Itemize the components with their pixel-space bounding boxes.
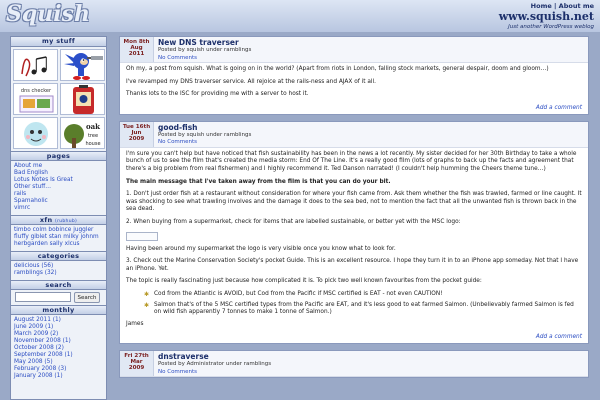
archive-link[interactable]: June 2009 (1) xyxy=(14,324,54,330)
post-bullet-item: ✱ Salmon that's of the 5 MSC certified types from the Pacific are EAT, and it's less good to eat farmed Salmon. (Unbelievably farmed Salmon is fed on wild fish apparently 7 tonnes to make 1 tonne of Salmon.) xyxy=(144,302,582,317)
page-link-rails[interactable]: rails xyxy=(14,191,27,197)
svg-text:oak: oak xyxy=(85,122,101,131)
post-header xyxy=(120,37,588,63)
post-paragraph: I've revamped my DNS traverser service. All rejoice at the rails-ness and AJAX of it all. xyxy=(126,78,376,85)
xfn-links[interactable]: timbo colm bobince juggler fluffy giblet stan milky johnm herbgarden sally xlcus xyxy=(14,227,99,247)
post-body xyxy=(120,63,588,105)
page-link-about-me[interactable]: About me xyxy=(14,163,43,169)
post-date xyxy=(120,351,154,376)
post-comments-link[interactable]: No Comments xyxy=(158,139,198,146)
pages-list xyxy=(11,161,106,215)
post xyxy=(119,121,589,345)
post-date xyxy=(120,37,154,62)
search-form xyxy=(11,290,106,305)
archive-link[interactable]: August 2011 (1) xyxy=(14,317,61,323)
archive-link[interactable]: September 2008 (1) xyxy=(14,352,73,358)
post-title-link[interactable]: dnstraverse xyxy=(158,352,209,362)
post-paragraph: Thanks lots to the ISC for providing me with a server to host it. xyxy=(126,91,309,98)
cartoon-face-image[interactable] xyxy=(13,117,58,149)
nav-about-link[interactable]: About me xyxy=(558,2,594,10)
archive-link[interactable]: February 2008 (3) xyxy=(14,366,67,372)
archive-link[interactable]: October 2008 (2) xyxy=(14,345,64,351)
svg-text:dns checker: dns checker xyxy=(20,88,52,94)
main-content xyxy=(119,36,589,400)
widget-title-search: search xyxy=(11,280,106,290)
post-meta xyxy=(154,351,275,376)
post-bullet-list xyxy=(144,291,582,317)
post-date-year: 2011 xyxy=(128,51,145,57)
page-link-lotus-notes[interactable]: Lotus Notes Is Great xyxy=(14,177,73,183)
dns-checker-image[interactable] xyxy=(13,83,58,115)
archive-link[interactable]: March 2009 (2) xyxy=(14,331,59,337)
site-tagline: Just another WordPress weblog xyxy=(508,24,594,30)
post xyxy=(119,350,589,378)
page-link-spamaholic[interactable]: Spamaholic xyxy=(14,198,48,204)
post-title-link[interactable]: New DNS traverser xyxy=(158,38,239,47)
category-link-ramblings[interactable]: ramblings (32) xyxy=(14,270,57,276)
post-date-day: Fri 27th xyxy=(124,353,149,360)
post-date-year: 2009 xyxy=(128,135,145,142)
categories-list xyxy=(11,261,106,280)
xfn-list xyxy=(11,225,106,251)
widget-title-monthly: monthly xyxy=(11,305,106,315)
post-header xyxy=(120,122,588,148)
sonic-character-image[interactable] xyxy=(60,49,105,81)
category-link-delicious[interactable]: delicious (56) xyxy=(14,263,54,269)
archive-link[interactable]: May 2008 (5) xyxy=(14,359,53,365)
nav-home-link[interactable]: Home xyxy=(530,2,552,10)
post-paragraph: I'm sure you can't help but have noticed that fish sustainability has been in the news a lot recently. My sister decided for her 30th Birthday to take a whole bunch of us to see the film that's created the media storm: End Of The Line. It's a really good film (lots of graphs to back up the facts and agreement that there's a big problem from real fishermen) and I highly recommend it. Ted Danson narrated! (I couldn't help humming the Cheers theme tune…) xyxy=(126,150,577,172)
post xyxy=(119,36,589,115)
xfn-subtitle-link[interactable]: (rubhub) xyxy=(55,219,78,224)
msc-logo-image xyxy=(126,232,158,241)
sidebar xyxy=(10,36,107,400)
post-date-month: Jun xyxy=(131,129,142,136)
top-nav xyxy=(531,2,594,10)
site-logo[interactable]: Squish xyxy=(6,1,91,27)
post-paragraph: Having been around my supermarket the logo is very visible once you know what to look for. xyxy=(126,245,396,252)
post-meta xyxy=(154,122,255,147)
site-url: www.squish.net xyxy=(498,10,594,23)
post-meta xyxy=(154,37,255,62)
page-link-vimrc[interactable]: vimrc xyxy=(14,205,31,211)
post-byline: Posted by squish under ramblings xyxy=(158,131,252,138)
post-byline: Posted by squish under ramblings xyxy=(158,47,252,53)
add-comment-link[interactable]: Add a comment xyxy=(535,334,582,341)
post-header xyxy=(120,351,588,377)
post-paragraph: The topic is really fascinating just because how complicated it is. To pick two well known favourites from the pocket guide: xyxy=(126,278,482,285)
widget-title-pages: pages xyxy=(11,151,106,161)
post-paragraph-bold: The main message that I've taken away from the film is that you can do your bit. xyxy=(126,178,391,185)
widget-title-xfn xyxy=(11,215,106,225)
post-date-year: 2009 xyxy=(128,365,145,372)
nav-separator: | xyxy=(554,2,557,10)
search-input[interactable] xyxy=(15,292,71,302)
post-title-link[interactable]: good-fish xyxy=(158,122,198,132)
post-paragraph: 2. When buying from a supermarket, check for items that are labelled sustainable, or better yet with the MSC logo: xyxy=(126,218,461,225)
post-paragraph: Oh my, a post from squish. What is going on in the world? (Apart from riots in London, falling stock markets, general despair, doom and gloom…) xyxy=(126,66,549,72)
hp-sauce-image[interactable] xyxy=(60,83,105,115)
post-paragraph: 1. Don't just order fish at a restaurant without consideration for where your fish came from. Ask them whether the fish was trawled, farmed or line caught. It was shocking to see what trawling involves and the damage it does to the sea bed, not to mention the fact that all the unwanted fish is thrown back in the sea dead. xyxy=(126,191,582,213)
post-body xyxy=(120,148,588,335)
svg-text:tree: tree xyxy=(87,133,99,139)
post-byline: Posted by Administrator under ramblings xyxy=(158,361,272,368)
archive-link[interactable]: November 2008 (1) xyxy=(14,338,71,344)
music-notes-image[interactable] xyxy=(13,49,58,81)
widget-title-my-stuff: my stuff xyxy=(11,37,106,47)
post-signoff: James xyxy=(126,320,144,327)
post-comments-link[interactable]: No Comments xyxy=(158,368,198,375)
add-comment-link[interactable]: Add a comment xyxy=(535,104,582,111)
site-header xyxy=(0,0,600,32)
post-bullet-item: ✱ Cod from the Atlantic is AVOID, but Cod from the Pacific if MSC certified is EAT - not even CAUTION! xyxy=(144,291,582,299)
post-comments-link[interactable]: No Comments xyxy=(158,54,198,61)
monthly-list xyxy=(11,315,106,383)
post-paragraph: 3. Check out the Marine Conservation Society's pocket Guide. This is an excellent resource. I hope they turn it in to an iPhone app someday. Not that I have an iPhone. Yet. xyxy=(126,258,579,272)
svg-text:house: house xyxy=(85,141,101,147)
post-date-month: Mar xyxy=(130,359,143,366)
widget-title-categories: categories xyxy=(11,251,106,261)
post-date-day: Mon 8th xyxy=(123,39,150,45)
post-date-month: Aug xyxy=(130,45,143,51)
search-button[interactable]: Search xyxy=(74,292,100,303)
my-stuff-grid xyxy=(11,47,106,151)
post-date xyxy=(120,122,154,147)
oak-tree-house-image[interactable] xyxy=(60,117,105,149)
page-link-bad-english[interactable]: Bad English xyxy=(14,170,48,176)
page-link-other-stuff[interactable]: Other stuff… xyxy=(14,184,52,190)
post-date-day: Tue 16th xyxy=(122,123,151,130)
archive-link[interactable]: January 2008 (1) xyxy=(14,373,63,379)
xfn-title: xfn xyxy=(39,216,53,224)
